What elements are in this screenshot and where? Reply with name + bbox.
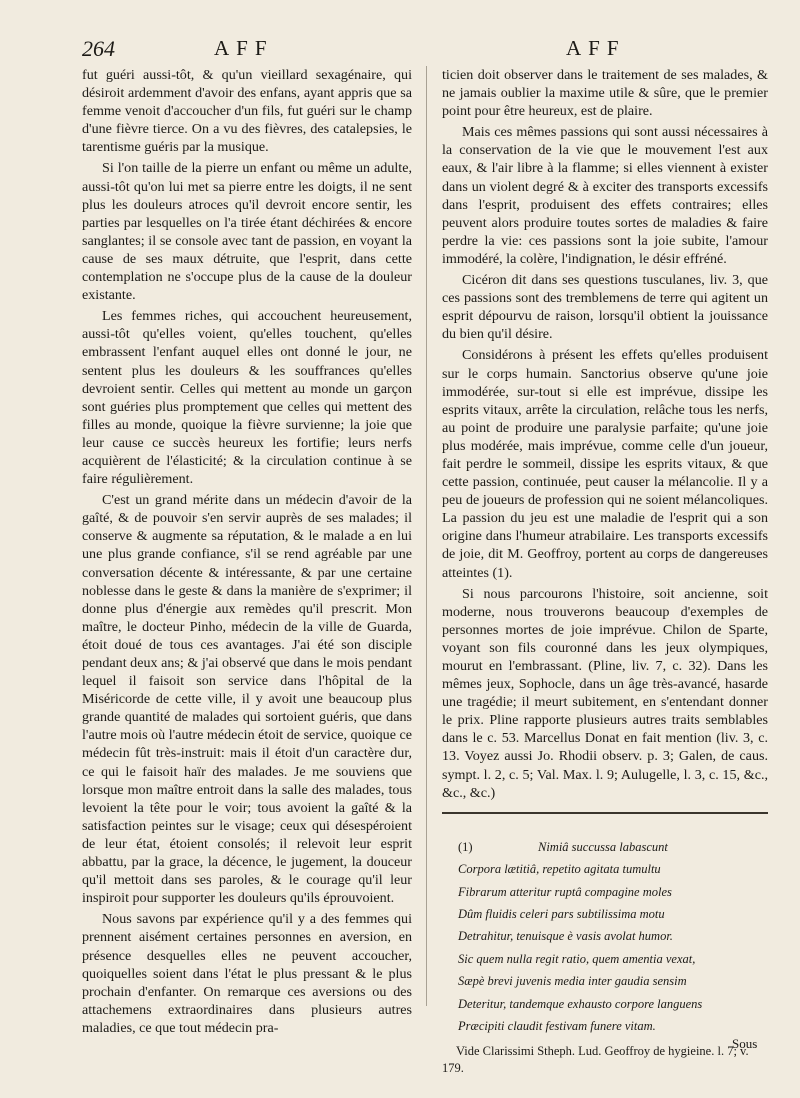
footnote-rule (442, 812, 768, 814)
right-column (442, 66, 768, 1077)
footnote-verse: Præcipiti claudit festivam funere vitam. (458, 1019, 656, 1033)
paragraph: C'est un grand mérite dans un médecin d'avoir de la gaîté, & de pouvoir s'en servir auprès de ses malades; il conserve & augmente sa réputation, & le malade a en lui une plus grande confiance, s'il se rend agréable par une conversation décente & intéressante, & par une certaine noblesse dans le geste & dans la manière de s'exprimer; il donne plus d'énergie aux remèdes qu'il prescrit. Mon maître, le docteur Pinho, médecin de la ville de Guarda, étoit doué de tous ces avantages. J'ai été son disciple pendant deux ans; & j'ai observé que dans le mois pendant lequel il faisoit son service dans l'hôpital de la Miséricorde de cette ville, il y avoit une beaucoup plus grande quantité de malades qui sortoient guéris, que dans l'autre mois où l'autre médecin étoit de service, quoique ce médecin fût très-instruit: mais il étoit d'un caractère dur, ce qui le faisoit haïr des malades. Je me souviens que lorsque mon maître entroit dans la salle des malades, tous levoient la tête pour le voir; tous avoient la gaîté & la satisfaction peintes sur le visage; ceux qui désespéroient de leur état, étoient consolés; il relevoit leur esprit abbattu, par la grace, la décence, le jugement, la douceur qu'il mettoit dans ses paroles, & le courage qu'il leur inspiroit pour supporter les douleurs qu'ils éprouvoient. (82, 492, 412, 907)
catchword: Sous (732, 1036, 758, 1051)
paragraph: fut guéri aussi-tôt, & qu'un vieillard sexagénaire, qui désiroit ardemment d'avoir des enfans, ayant appris que sa femme venoit d'accoucher d'un fils, fut guéri sur le champ d'une fièvre tierce. On a vu des fièvres, des catalepsies, le tarentisme guéris par la musique. (82, 67, 412, 156)
paragraph: Si l'on taille de la pierre un enfant ou même un adulte, aussi-tôt qu'on lui met sa pierre entre les doigts, il ne sent plus les douleurs atroces qu'il devroit encore sentir, les parties par lesquelles on l'a tirée étant déchirées & encore sanglantes; il se console avec tant de passion, en voyant la cause de ses maux détruite, que l'esprit, dans cette contemplation ne s'occupe plus de la cause de la douleur existante. (82, 160, 412, 304)
footnote-verse: Sic quem nulla regit ratio, quem amentia vexat, (458, 951, 696, 966)
paragraph: Considérons à présent les effets qu'elles produisent sur le corps humain. Sanctorius observe qu'une joie immodérée, sur-tout si elle est imprévue, dissipe les esprits vitaux, arrête la circulation, relâche tous les nerfs, au point de produire une paralysie parfaite; qu'une joie plus modérée, mais imprévue, comme celle d'un joueur, fait perdre le sommeil, dissipe les esprits vitaux, & que cette passion, continuée, peut causer la mélancolie. Il y a peu de joueurs de profession qui ne soient mélancoliques. La passion du jeu est une maladie de l'esprit qui a son origine dans l'humeur atrabilaire. Les transports excessifs de joie, dit M. Geoffroy, portent au corps de dangereuses atteintes (1). (442, 347, 768, 581)
page-number: 264 (82, 36, 115, 61)
footnote-verse: Corpora lætitiâ, repetito agitata tumultu (458, 862, 661, 877)
page-header (82, 36, 770, 66)
running-head-left: AFF (214, 36, 274, 60)
paragraph: Nous savons par expérience qu'il y a des femmes qui prennent aisément certaines personnes en aversion, en présence desquelles elles ne peuvent accoucher, quoiquelles soient dans l'état le plus pressant & le plus prochain d'enfanter. On remarque ces aversions ou des attachemens extraordinaires dans plusieurs autres maladies, ce que tout médecin pra- (82, 911, 412, 1036)
footnote-verse: Sæpè brevi juvenis media inter gaudia sensim (458, 974, 687, 989)
footnote-verse: Fibrarum atteritur ruptâ compagine moles (458, 884, 672, 899)
footnote-mark: (1) (458, 839, 473, 854)
footnote-verse: Deteritur, tandemque exhausto corpore languens (458, 996, 703, 1011)
paragraph: ticien doit observer dans le traitement de ses malades, & ne jamais oublier la maxime utile & sûre, que le premier point pour être heureux, est de plaire. (442, 67, 768, 120)
footnote-verse: Dûm fluidis celeri pars subtilissima motu (458, 906, 665, 921)
footnote-reference: Vide Clarissimi Stheph. Lud. Geoffroy de hygieine. l. 7; v. 179. (442, 1044, 749, 1076)
footnote-verse: Nimiâ succussa labascunt (538, 839, 668, 854)
left-column (82, 66, 412, 1037)
paragraph: Cicéron dit dans ses questions tusculanes, liv. 3, que ces passions sont des tremblemens de terre qui agitent un esprit dépourvu de raison, lorsqu'il obtient la jouissance du bien qu'il désire. (442, 272, 768, 343)
paragraph: Mais ces mêmes passions qui sont aussi nécessaires à la conservation de la vie que le mouvement l'est aux eaux, & l'air libre à la flamme; si elles viennent à exister dans un violent degré & à exciter des transports excessifs dans l'esprit, produisent des effets contraires; elles peuvent alors produire toutes sortes de maladies & faire perdre la vie: ces passions sont la joie subite, l'amour immodéré, la colère, l'indignation, le désir effréné. (442, 124, 768, 267)
column-divider (426, 66, 427, 1006)
footnote-verse: Detrahitur, tenuisque è vasis avolat humor. (458, 929, 673, 944)
paragraph: Si nous parcourons l'histoire, soit ancienne, soit moderne, nous trouverons beaucoup d'exemples de personnes mortes de joie imprévue. Chilon de Sparte, voyant son fils couronné dans les jeux olympiques, mourut en l'embrassant. (Pline, liv. 7, c. 32). Dans les mêmes jeux, Sophocle, dans un âge très-avancé, hasarde une tragédie; il meurt subitement, en s'entendant donner le prix. Pline rapporte plusieurs autres traits semblables dans le c. 53. Marcellus Donat en fait mention (liv. 3, c. 13. Voyez aussi Jo. Rhodii observ. p. 3; Galen, de caus. sympt. l. 2, c. 5; Val. Max. l. 9; Aulugelle, l. 3, c. 15, &c., &c., &c.) (442, 585, 768, 801)
footnote (442, 836, 768, 1038)
paragraph: Les femmes riches, qui accouchent heureusement, aussi-tôt qu'elles voient, qu'elles touchent, qu'elles embrassent l'enfant auquel elles ont donné le jour, ne sentent plus les douleurs & les souffrances qu'elles devroient sentir. Celles qui mettent au monde un garçon sont guéries plus promptement que celles qui mettent des filles au monde, quoique la fièvre survienne; la joie que leur cause ce succès heureux les fortifie; leurs nerfs acquièrent de l'élasticité; & la circulation continue à se faire régulièrement. (82, 308, 412, 488)
running-head-right: AFF (566, 36, 626, 60)
